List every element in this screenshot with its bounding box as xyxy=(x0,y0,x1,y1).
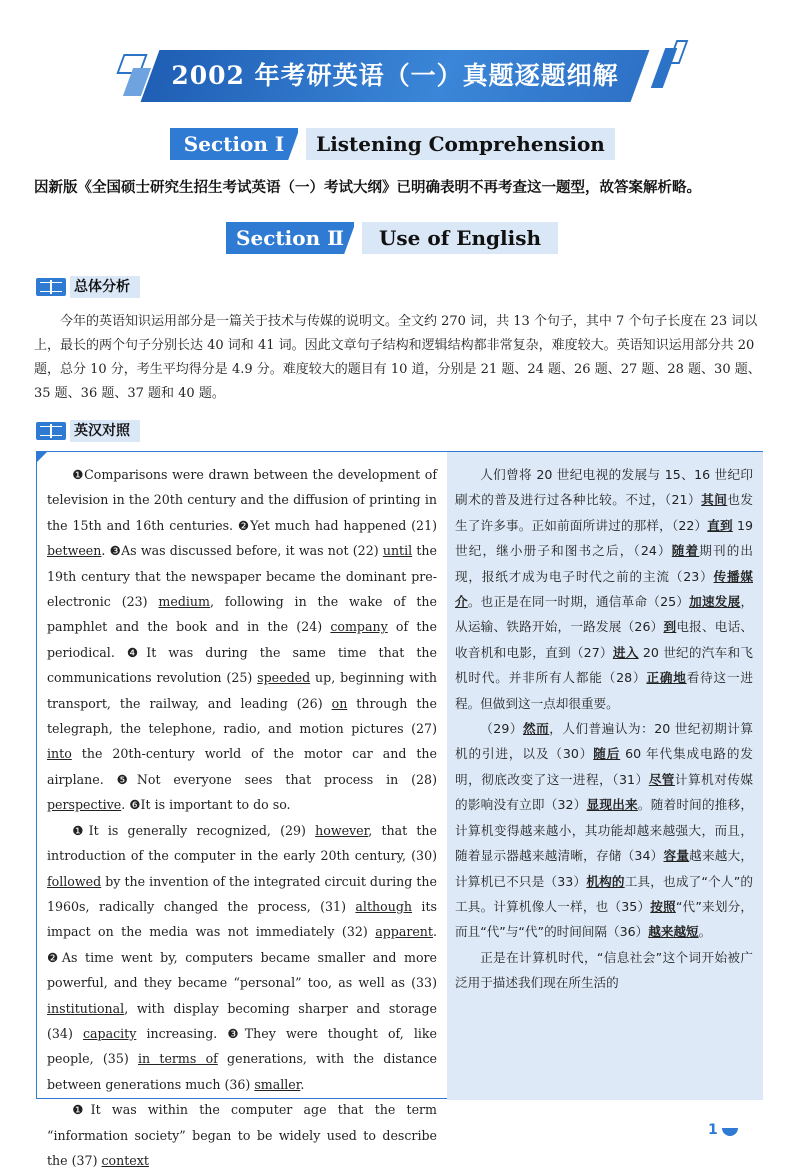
answer-30: followed xyxy=(47,873,102,889)
section-1-name: Listening Comprehension xyxy=(306,128,615,160)
chinese-paragraph-3: 正是在计算机时代，“信息社会”这个词开始被广泛用于描述我们现在所生活的 xyxy=(455,949,753,991)
answer-22: until xyxy=(382,543,413,559)
text-segment: ，从运输、铁路开始，一路发展（26） xyxy=(455,594,754,635)
text-segment: . ❷As time went by, computers became smaller and more powerful, and they became “personal” too, as well as (33) xyxy=(47,924,437,991)
text-segment: through the telegraph, the telephone, radio, and motion pictures (27) xyxy=(47,695,437,737)
page-title: 2002 年考研英语（一）真题逐题细解 xyxy=(171,61,619,90)
answer-34-zh: 容量 xyxy=(663,848,690,864)
text-segment: up, beginning with transport, the railway, and leading (26) xyxy=(47,670,437,711)
answer-27-zh: 进入 xyxy=(612,644,639,660)
answer-32: apparent xyxy=(375,924,433,940)
text-segment: 60 年代集成电路的发明，彻底改变了这一进程，（31） xyxy=(455,746,753,787)
answer-36: smaller xyxy=(254,1076,301,1092)
book-icon xyxy=(36,278,66,296)
text-segment: increasing. ❸They were thought of, like people, (35) xyxy=(47,1025,437,1067)
page-number-text: 1 xyxy=(708,1122,718,1138)
answer-37: context xyxy=(101,1152,149,1168)
answer-32-zh: 显现出来 xyxy=(586,797,638,813)
chinese-paragraph-1 xyxy=(455,462,753,716)
text-segment: （29） xyxy=(480,721,523,737)
analysis-tag-label: 总体分析 xyxy=(70,276,140,298)
analysis-paragraph: 今年的英语知识运用部分是一篇关于技术与传媒的说明文。全文约 270 词，共 13 个句子，其中 7 个句子长度在 23 词以上，最长的两个句子分别长达 40 词和 41 词。因此文章句子结构和逻辑结构都非常复杂，难度较大。英语知识运用部分共 20 题，总分 10 分，考生平均得分是 4.9 分。难度较大的题目有 10 道，分别是 21 题、24 题、26 题、27 题、28 题、30 题、35 题、36 题、37 题和 40 题。 xyxy=(34,314,761,401)
english-column xyxy=(47,462,437,1173)
text-segment: 越来越大，计算机已不只是（33） xyxy=(455,848,754,889)
text-segment: the 19th century that the newspaper became the dominant pre-electronic (23) xyxy=(47,543,437,610)
text-segment: ❶It was within the computer age that the term “information society” began to be widely used to describe the (37) xyxy=(47,1102,437,1168)
answer-21-zh: 其间 xyxy=(701,492,728,508)
text-segment: 计算机对传媒的影响没有立即（32） xyxy=(455,771,754,813)
bilingual-tag-label: 英汉对照 xyxy=(70,420,140,442)
bilingual-box xyxy=(36,451,763,1168)
text-segment: . ❸As was discussed before, it was not (22) xyxy=(101,543,383,559)
text-segment: the 20th-century world of the motor car and the airplane. ❺Not everyone sees that process in (28) xyxy=(47,746,437,787)
text-segment: 电报、电话、收音机和电影，直到（27） xyxy=(455,619,754,660)
answer-31-zh: 尽管 xyxy=(648,771,675,787)
english-paragraph-1 xyxy=(47,462,437,818)
text-segment: 。 xyxy=(698,924,712,940)
text-segment: 。也正是在同一时期，通信革命（25） xyxy=(467,594,690,610)
text-segment: , that the introduction of the computer in the early 20th century, (30) xyxy=(47,822,437,864)
text-segment: , with display becoming sharper and storage (34) xyxy=(47,1000,437,1041)
answer-21: between xyxy=(47,543,102,559)
answer-36-zh: 越来越短 xyxy=(648,924,699,940)
section-2-name: Use of English xyxy=(362,222,558,254)
text-segment: ❶Comparisons were drawn between the development of television in the 20th century and the diffusion of printing in the 15th and 16th centuries. ❷Yet much had happened (21) xyxy=(47,467,437,533)
text-segment: generations, with the distance between generations much (36) xyxy=(47,1051,437,1092)
text-segment: 。随着时间的推移，计算机变得越来越小，其功能却越来越强大，而且，随着显示器越来越清晰，存储（34） xyxy=(455,797,754,864)
answer-27: into xyxy=(47,746,72,762)
answer-30-zh: 随后 xyxy=(593,746,621,762)
answer-26-zh: 到 xyxy=(663,619,677,635)
chinese-paragraph-2 xyxy=(455,716,753,945)
section-2-label: Section Ⅱ xyxy=(226,222,354,254)
text-segment: 20 世纪的汽车和飞机时代。并非所有人都能（28） xyxy=(455,644,753,686)
english-paragraph-2 xyxy=(47,818,437,1097)
answer-35: in terms of xyxy=(138,1051,218,1067)
text-segment: 期刊的出现，报纸才成为电子时代之前的主流（23） xyxy=(455,543,754,584)
chinese-text xyxy=(455,462,753,996)
answer-23: medium xyxy=(158,594,210,610)
answer-26: on xyxy=(331,695,348,711)
title-banner xyxy=(120,40,680,110)
text-segment: , following in the wake of the pamphlet and the book and in the (24) xyxy=(47,594,438,635)
book-icon xyxy=(722,1128,738,1136)
text-segment: 看待这一进程。但做到这一点却很重要。 xyxy=(455,670,754,711)
text-segment: “代”来划分，而且“代”与“代”的时间间隔（36） xyxy=(455,898,753,940)
text-segment: 人们曾将 20 世纪电视的发展与 15、16 世纪印刷术的普及进行过各种比较。不过，（21） xyxy=(455,467,753,508)
answer-28: perspective xyxy=(47,797,122,813)
text-segment: its impact on the media was not immediately (32) xyxy=(47,898,437,940)
answer-28-zh: 正确地 xyxy=(646,670,687,686)
answer-33-zh: 机构的 xyxy=(586,873,625,889)
chinese-column xyxy=(447,452,763,1100)
text-segment: . ❻It is important to do so. xyxy=(121,797,291,813)
text-segment: by the invention of the integrated circuit during the 1960s, radically changed the process, (31) xyxy=(47,873,437,914)
page-number xyxy=(708,1122,748,1142)
answer-31: although xyxy=(355,898,412,914)
answer-33: institutional xyxy=(47,1000,125,1016)
answer-29: however xyxy=(315,822,369,838)
box-corner-decoration xyxy=(36,451,48,463)
english-paragraph-3 xyxy=(47,1097,437,1173)
answer-22-zh: 直到 xyxy=(707,517,733,533)
banner-decoration xyxy=(668,40,689,64)
section-1-header xyxy=(170,128,615,160)
text-segment: ，人们普遍认为：20 世纪初期计算机的引进，以及（30） xyxy=(455,721,754,762)
answer-35-zh: 按照 xyxy=(650,898,676,914)
section-2-header xyxy=(226,222,558,254)
section-1-label: Section Ⅰ xyxy=(170,128,298,160)
text-segment: . xyxy=(300,1076,305,1092)
answer-25-zh: 加速发展 xyxy=(689,594,741,610)
text-segment: 工具，也成了“个人”的工具。计算机像人一样，也（35） xyxy=(455,873,754,914)
answer-25: speeded xyxy=(257,670,311,686)
answer-29-zh: 然而 xyxy=(523,721,550,737)
text-segment: 也发生了许多事。正如前面所讲过的那样，（22） xyxy=(455,492,754,533)
text-segment: of the periodical. ❹It was during the same time that the communications revolution (25) xyxy=(47,619,437,686)
text-segment: ❶It is generally recognized, (29) xyxy=(72,822,316,838)
answer-24: company xyxy=(330,619,388,635)
book-icon xyxy=(36,422,66,440)
answer-24-zh: 随着 xyxy=(671,543,700,559)
answer-34: capacity xyxy=(82,1025,137,1041)
answer-23-zh: 传播媒介 xyxy=(455,568,753,610)
text-segment: 19 世纪，继小册子和图书之后，（24） xyxy=(455,517,753,559)
notice-text: 因新版《全国硕士研究生招生考试英语（一）考试大纲》已明确表明不再考查这一题型，故答案解析略。 xyxy=(34,180,701,196)
